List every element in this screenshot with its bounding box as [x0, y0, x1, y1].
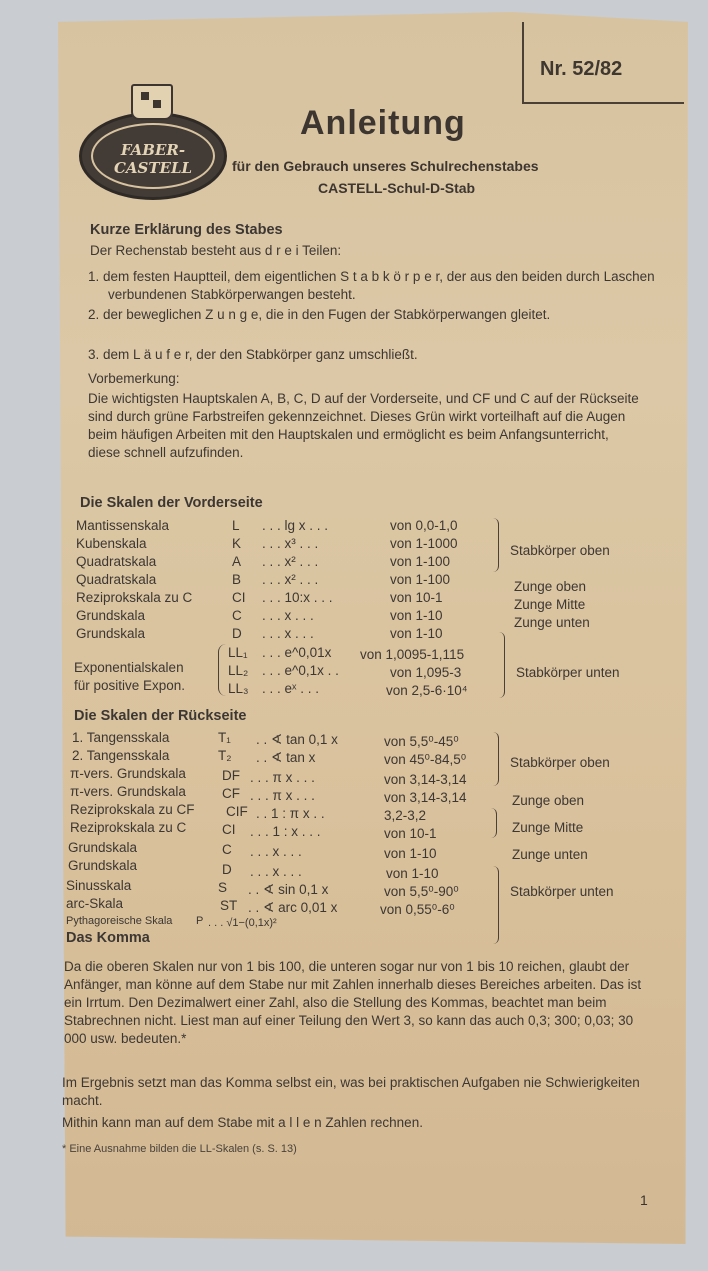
front-scale-range: von 10-1: [390, 590, 443, 605]
front-scale-name: Grundskala: [76, 626, 146, 641]
intro-item-2: 2. der beweglichen Z u n g e, die in den Fugen der Stabkörperwangen gleitet.: [88, 307, 551, 322]
back-scale-function: . . ∢ sin 0,1 x: [248, 882, 329, 897]
front-group-label: Stabkörper unten: [516, 665, 620, 680]
back-scale-name: Pythagoreische Skala: [66, 915, 173, 927]
exp-scale-symbol: LL₁: [228, 645, 248, 660]
exp-scale-range: von 2,5-6·10⁴: [386, 683, 468, 698]
back-scale-function: . . ∢ arc 0,01 x: [248, 900, 338, 915]
front-scale-name: Mantissenskala: [76, 518, 170, 533]
back-scale-symbol: D: [222, 862, 232, 877]
back-scale-range: von 3,14-3,14: [384, 772, 467, 787]
logo-text-line1: FABER-: [120, 141, 186, 159]
page-number: 1: [640, 1192, 648, 1208]
back-scale-function: . . . π x . . .: [250, 770, 315, 785]
front-scale-range: von 1-10: [390, 608, 443, 623]
front-scale-range: von 1-1000: [390, 536, 458, 551]
front-scale-range: von 1-10: [390, 626, 443, 641]
back-group-label: Zunge unten: [512, 847, 588, 862]
back-scale-function: . . 1 : π x . .: [256, 806, 325, 821]
back-scale-range: 3,2-3,2: [384, 808, 427, 823]
exponential-scales-note: für positive Expon.: [74, 678, 186, 693]
back-scale-name: arc-Skala: [66, 896, 124, 911]
front-scale-name: Reziprokskala zu C: [76, 590, 193, 605]
back-scale-symbol: DF: [222, 768, 240, 783]
back-stabkoerper-oben-brace: [490, 732, 499, 786]
front-group-label: Zunge Mitte: [514, 597, 586, 612]
back-scale-range: von 10-1: [384, 826, 437, 841]
front-group-label: Zunge unten: [514, 615, 590, 630]
back-scale-name: Grundskala: [68, 840, 138, 855]
back-group-label: Zunge oben: [512, 793, 585, 808]
exp-scale-symbol: LL₃: [228, 681, 249, 696]
back-scale-range: von 45⁰-84,5⁰: [384, 752, 467, 767]
back-group-label: Stabkörper oben: [510, 755, 610, 770]
front-group-label: Stabkörper oben: [510, 543, 610, 558]
komma-paragraph-1: Da die oberen Skalen nur von 1 bis 100, die unteren sogar nur von 1 bis 10 reichen, glaubt der Anfänger, man könne auf dem Stabe nur mit Zahlen innerhalb dieses Bereiches arbeiten. Das ist ein Irrtum. Den Dezimalwert einer Zahl, also die Stellung des Kommas, beachtet man beim Stabrechnen nicht. Liest man auf einer Teilung den Wert 3, so kann das auch 0,3; 300; 0,03; 30 000 usw. bedeuten.*: [64, 959, 642, 1046]
komma-heading: Das Komma: [66, 930, 150, 946]
intro-lead: Der Rechenstab besteht aus d r e i Teilen:: [90, 243, 342, 258]
back-scale-function: . . . 1 : x . . .: [250, 824, 321, 839]
front-scale-function: . . . x . . .: [262, 608, 314, 623]
back-scale-function: . . . x . . .: [250, 864, 302, 879]
front-group-label: Zunge oben: [514, 579, 587, 594]
back-scale-function: . . . π x . . .: [250, 788, 315, 803]
back-scale-name: Reziprokskala zu C: [70, 820, 187, 835]
page-subtitle: für den Gebrauch unseres Schulrechenstabes: [232, 158, 539, 174]
stabkoerper-oben-brace: [490, 518, 499, 572]
back-scale-name: π-vers. Grundskala: [70, 766, 186, 781]
front-scale-symbol: K: [232, 536, 242, 551]
back-scale-range: von 5,5⁰-90⁰: [384, 884, 459, 899]
front-scale-symbol: CI: [232, 590, 246, 605]
back-scale-name: Grundskala: [68, 858, 138, 873]
back-scale-symbol: CF: [222, 786, 240, 801]
logo-text-line2: CASTELL: [113, 159, 193, 177]
back-scale-symbol: C: [222, 842, 232, 857]
front-scale-function: . . . x² . . .: [262, 554, 319, 569]
back-scales-heading: Die Skalen der Rückseite: [74, 708, 247, 724]
stabkoerper-unten-brace: [496, 632, 505, 698]
exp-scale-function: . . . e^0,01x: [262, 645, 332, 660]
front-scale-symbol: D: [232, 626, 242, 641]
komma-paragraph-2: Im Ergebnis setzt man das Komma selbst ein, was bei praktischen Aufgaben nie Schwierigkeiten macht.: [62, 1075, 640, 1108]
exp-scale-function: . . . e^0,1x . .: [262, 663, 339, 678]
intro-item-1: 1. dem festen Hauptteil, dem eigentlichen S t a b k ö r p e r, der aus den beiden durch Laschen verbundenen Stabkörperwangen besteht.: [88, 269, 655, 302]
intro-item-3: 3. dem L ä u f e r, der den Stabkörper ganz umschließt.: [88, 347, 418, 362]
exp-scale-function: . . . eˣ . . .: [262, 681, 319, 696]
front-scale-function: . . . x³ . . .: [262, 536, 319, 551]
back-scale-name: 2. Tangensskala: [72, 748, 170, 763]
front-scale-symbol: B: [232, 572, 242, 587]
faber-castell-logo: [79, 112, 227, 200]
front-scale-symbol: C: [232, 608, 242, 623]
front-scale-symbol: A: [232, 554, 242, 569]
page-title: Anleitung: [300, 104, 466, 142]
back-scale-symbol: S: [218, 880, 228, 895]
komma-paragraph-3: Mithin kann man auf dem Stabe mit a l l e n Zahlen rechnen.: [62, 1115, 423, 1130]
exponential-scales-name: Exponentialskalen: [74, 660, 184, 675]
front-scale-name: Grundskala: [76, 608, 146, 623]
back-scale-symbol: ST: [220, 898, 238, 913]
exponential-brace: [218, 644, 227, 696]
front-scale-function: . . . 10:x . . .: [262, 590, 333, 605]
front-scale-range: von 1-100: [390, 572, 451, 587]
back-scale-range: von 1-10: [384, 846, 437, 861]
back-scale-function: . . . √1−(0,1x)²: [208, 917, 277, 929]
back-scale-symbol: T₁: [218, 730, 231, 745]
front-scale-range: von 1-100: [390, 554, 451, 569]
back-scale-range: von 5,5⁰-45⁰: [384, 734, 459, 749]
back-scale-range: von 3,14-3,14: [384, 790, 467, 805]
intro-heading: Kurze Erklärung des Stabes: [90, 222, 283, 238]
back-stabkoerper-unten-brace: [490, 866, 499, 944]
back-scale-range: von 1-10: [386, 866, 439, 881]
crest-icon: [131, 84, 173, 120]
back-scale-symbol: P: [196, 915, 204, 927]
exp-scale-range: von 1,095-3: [390, 665, 462, 680]
back-scale-symbol: CIF: [226, 804, 248, 819]
front-scale-name: Quadratskala: [76, 572, 157, 587]
back-scale-name: Sinusskala: [66, 878, 132, 893]
front-scale-function: . . . x² . . .: [262, 572, 319, 587]
back-scale-name: π-vers. Grundskala: [70, 784, 186, 799]
back-scale-name: 1. Tangensskala: [72, 730, 170, 745]
front-scale-name: Quadratskala: [76, 554, 157, 569]
zunge-mitte-brace: [490, 808, 497, 838]
back-scale-name: Reziprokskala zu CF: [70, 802, 195, 817]
front-scale-symbol: L: [232, 518, 240, 533]
exp-scale-symbol: LL₂: [228, 663, 249, 678]
back-scale-symbol: CI: [222, 822, 236, 837]
preface-text: Die wichtigsten Hauptskalen A, B, C, D auf der Vorderseite, und CF und C auf der Rückseite sind durch grüne Farbstreifen gekennzeichnet. Dieses Grün wirkt vorteilhaft auf die Augen beim häufigen Arbeiten mit den Hauptskalen und ermöglicht es beim Anfangsunterricht, diese schnell aufzufinden.: [88, 391, 639, 460]
back-scale-function: . . ∢ tan 0,1 x: [256, 732, 338, 747]
front-scale-range: von 0,0-1,0: [390, 518, 458, 533]
model-name: CASTELL-Schul-D-Stab: [318, 180, 476, 196]
back-group-label: Zunge Mitte: [512, 820, 584, 835]
front-scale-name: Kubenskala: [76, 536, 147, 551]
front-scale-function: . . . lg x . . .: [262, 518, 329, 533]
back-group-label: Stabkörper unten: [510, 884, 614, 899]
footnote: * Eine Ausnahme bilden die LL-Skalen (s. S. 13): [62, 1143, 297, 1155]
front-scale-function: . . . x . . .: [262, 626, 314, 641]
back-scale-function: . . ∢ tan x: [256, 750, 316, 765]
back-scale-range: von 0,55⁰-6⁰: [380, 902, 455, 917]
back-scale-function: . . . x . . .: [250, 844, 302, 859]
exp-scale-range: von 1,0095-1,115: [360, 647, 465, 662]
preface-label: Vorbemerkung:: [88, 371, 180, 386]
document-number: Nr. 52/82: [540, 58, 623, 80]
back-scale-symbol: T₂: [218, 748, 232, 763]
front-scales-heading: Die Skalen der Vorderseite: [80, 495, 263, 511]
